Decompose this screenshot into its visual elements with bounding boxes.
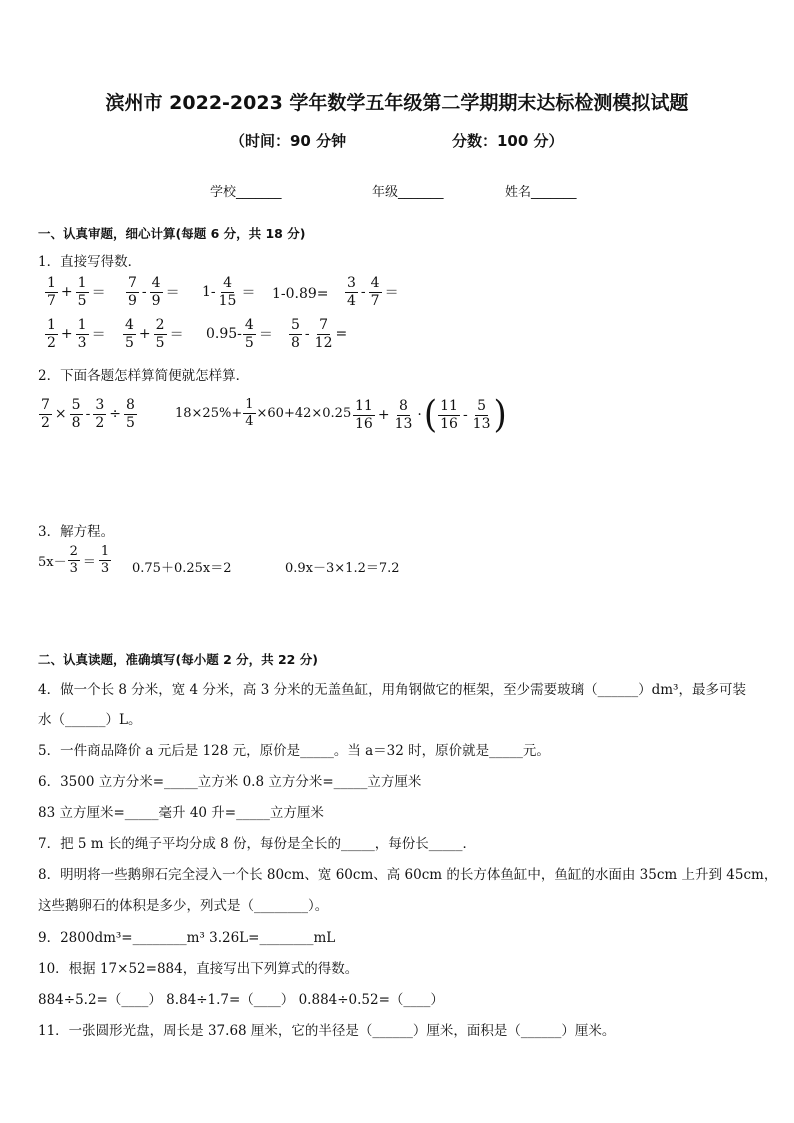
q1-item-4: 1-0.89= [272,286,329,302]
section2-heading: 二、认真读题，准确填写(每小题 2 分，共 22 分) [38,652,318,667]
q11-line: 11．一张圆形光盘，周长是 37.68 厘米，它的半径是（______）厘米，面积是（______）厘米。 [38,1023,616,1039]
q4-line-1: 4．做一个长 8 分米，宽 4 分米，高 3 分米的无盖鱼缸，用角钢做它的框架，至少需要玻璃（______）dm³，最多可装 [38,682,746,698]
q6-line-2: 83 立方厘米=_____毫升 40 升=_____立方厘米 [38,805,324,821]
q3-equation-2: 0.75＋0.25x＝2 [132,561,232,576]
q7-line: 7．把 5 m 长的绳子平均分成 8 份，每份是全长的_____，每份长_____． [38,836,477,852]
section1-heading: 一、认真审题，细心计算(每题 6 分，共 18 分) [38,226,306,241]
q1-item-8: 0.95- $\frac{4}{5}$ ＝ [206,317,273,351]
q2-label: 2．下面各题怎样算简便就怎样算． [38,368,250,384]
school-field[interactable]: 学校_______ [210,185,282,200]
q6-line-1: 6．3500 立方分米=_____立方米 0.8 立方分米=_____立方厘米 [38,774,422,790]
q1-item-2: $\frac{7}{9}$ - $\frac{4}{9}$ ＝ [128,275,180,309]
name-field[interactable]: 姓名_______ [505,185,577,200]
q1-label: 1．直接写得数． [38,254,142,270]
q3-equation-3: 0.9x－3×1.2＝7.2 [285,561,400,576]
q3-label: 3．解方程。 [38,524,115,540]
q1-item-3: 1- $\frac{4}{15}$ ＝ [202,275,256,309]
q1-item-6: $\frac{1}{2}$ + $\frac{1}{3}$ ＝ [47,317,106,351]
q1-item-9: $\frac{5}{8}$ - $\frac{7}{12}$ = [291,317,348,351]
exam-score: 分数：100 分） [452,132,564,150]
q1-item-7: $\frac{4}{5}$ + $\frac{2}{5}$ ＝ [125,317,184,351]
q5-line: 5．一件商品降价 a 元后是 128 元，原价是_____。当 a＝32 时，原价就是_____元。 [38,743,550,759]
grade-field[interactable]: 年级_______ [372,185,444,200]
q10-line: 10．根据 17×52=884，直接写出下列算式的得数。 [38,961,359,977]
q1-item-5: $\frac{3}{4}$ - $\frac{4}{7}$ ＝ [347,275,399,309]
q1-item-1: $\frac{1}{7}$ + $\frac{1}{5}$ ＝ [47,275,106,309]
q3-equation-1: 5x－ $\frac{2}{3}$ ＝ $\frac{1}{3}$ [38,544,110,576]
q2-expression-3: $\frac{11}{16}$ + $\frac{8}{13}$ · ( $\frac{11}{16}$ - $\frac{5}{13}$ ) [355,393,507,437]
q8-line-1: 8．明明将一些鹅卵石完全浸入一个长 80cm、宽 60cm、高 60cm 的长方体鱼缸中，鱼缸的水面由 35cm 上升到 45cm， [38,867,778,883]
exam-time: （时间：90 分钟 [230,132,347,150]
q8-line-2: 这些鹅卵石的体积是多少，列式是（________）。 [38,898,329,914]
q2-expression-2: 18×25%+ $\frac{1}{4}$ ×60+42×0.25 [175,397,352,429]
q2-expression-1: $\frac{7}{2}$ × $\frac{5}{8}$ - $\frac{3}{2}$ ÷ $\frac{8}{5}$ [41,397,135,431]
page-title: 滨州市 2022-2023 学年数学五年级第二学期期末达标检测模拟试题 [105,92,689,114]
q10-answers: 884÷5.2=（____） 8.84÷1.7=（____） 0.884÷0.52=（____） [38,992,444,1008]
q9-line: 9．2800dm³=________m³ 3.26L=________mL [38,930,336,946]
q4-line-2: 水（______）L。 [38,712,142,728]
